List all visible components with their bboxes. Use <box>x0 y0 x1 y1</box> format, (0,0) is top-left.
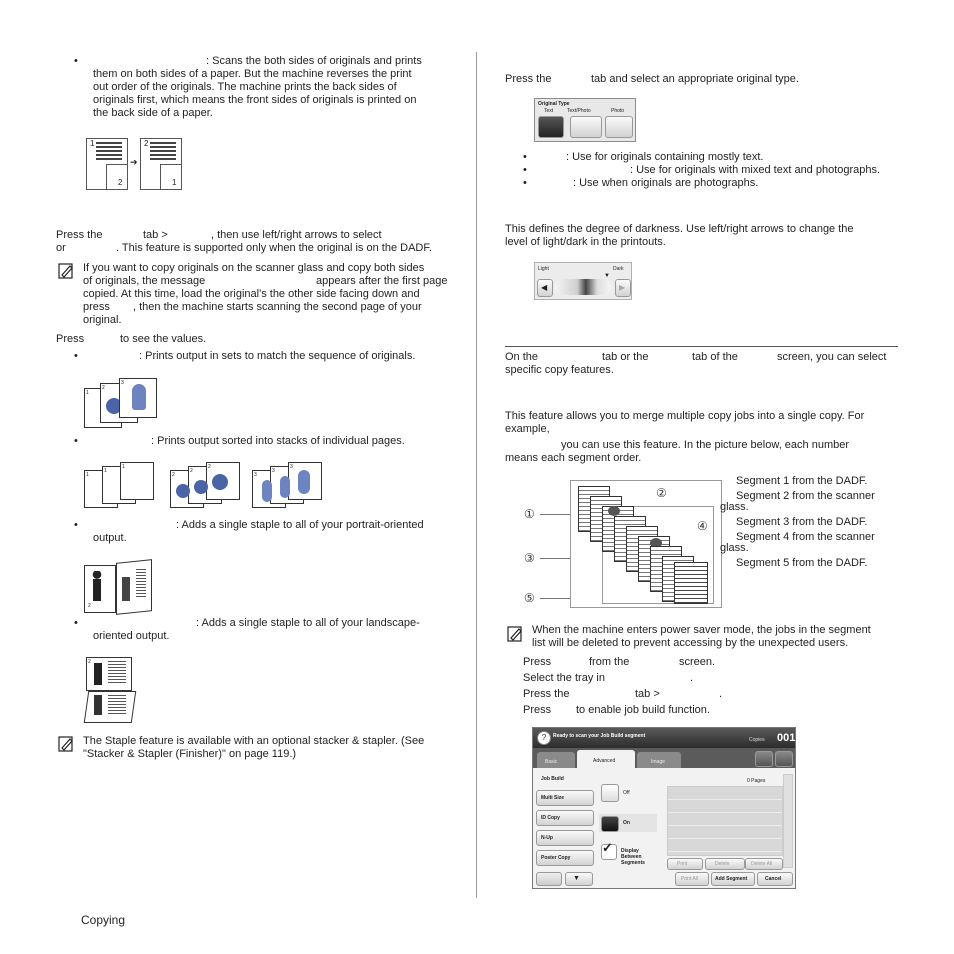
home-button[interactable] <box>775 751 793 767</box>
photo-type-button[interactable] <box>605 116 633 138</box>
note-icon <box>507 626 523 642</box>
text-lines-illustration <box>150 142 176 160</box>
page-number: 2 <box>172 472 175 478</box>
advanced-intro: tab of the <box>692 351 738 363</box>
segment-marker-3: ③ <box>524 551 535 565</box>
instruction-text: Press the <box>505 73 552 85</box>
darkness-panel <box>534 262 632 300</box>
footer-section-name: Copying <box>81 913 126 927</box>
page-number: 1 <box>86 390 89 396</box>
column-divider <box>476 52 477 898</box>
note-line: , then the machine starts scanning the second page of your <box>133 301 422 313</box>
bullet-marker: • <box>74 617 78 629</box>
segment-description: glass. <box>720 501 749 513</box>
cancel-label: Cancel <box>765 876 782 882</box>
text-type-button[interactable] <box>538 116 564 138</box>
darkness-description: level of light/dark in the printouts. <box>505 236 666 248</box>
collated-figure <box>84 378 156 428</box>
page-number: 1 <box>122 464 125 470</box>
text-lines-illustration <box>108 661 126 683</box>
text-photo-type-button[interactable] <box>570 116 602 138</box>
duplex-reverse-figure <box>84 136 184 190</box>
id-copy-label: ID Copy <box>541 815 560 821</box>
bullet-marker: • <box>523 151 527 163</box>
job-build-description: you can use this feature. In the picture below, each number <box>561 439 850 451</box>
bullet-marker: • <box>74 55 78 67</box>
carrot-illustration <box>262 480 272 502</box>
staple-landscape-description: oriented output. <box>93 630 170 642</box>
page-number: 1 <box>104 468 107 474</box>
page-number: 3 <box>121 380 124 386</box>
chevron-down-icon: ▼ <box>573 875 580 882</box>
job-build-description: example, <box>505 423 550 435</box>
instruction-text: , then use left/right arrows to select <box>211 229 382 241</box>
instruction-text: Press the <box>56 229 103 241</box>
list-scrollbar[interactable] <box>783 774 793 868</box>
text-lines-illustration <box>108 695 126 715</box>
apple-illustration <box>194 480 208 494</box>
option-label: Text/Photo <box>567 108 591 114</box>
tab-image-label: Image <box>651 759 665 765</box>
job-build-segment-figure <box>516 476 716 608</box>
step-text: screen. <box>679 656 716 668</box>
page-illustration <box>120 462 154 500</box>
segment-description: Segment 5 from the DADF. <box>736 557 868 569</box>
segment-marker-1: ① <box>524 507 535 521</box>
arrow-right-icon: ➔ <box>130 157 138 167</box>
note-line: The Staple feature is available with an optional stacker & stapler. (See <box>83 735 425 747</box>
segment-description: Segment 2 from the scanner <box>736 490 875 502</box>
advanced-intro: tab or the <box>602 351 649 363</box>
bullet-marker: • <box>523 164 527 176</box>
screen-header-text: Ready to scan your Job Build segment <box>553 733 646 739</box>
note-line: original. <box>83 314 122 326</box>
page-number: 2 <box>88 659 91 665</box>
carrot-illustration <box>280 476 290 498</box>
light-label: Light <box>538 266 549 272</box>
page-number: 2 <box>190 468 193 474</box>
uncollated-description: : Prints output sorted into stacks of individual pages. <box>151 435 405 447</box>
apple-illustration <box>608 506 620 516</box>
segment-description: Segment 1 from the DADF. <box>736 475 868 487</box>
note-icon <box>58 263 74 279</box>
note-line: list will be deleted to prevent accessing by the unexpected users. <box>532 637 849 649</box>
instruction-text: . This feature is supported only when the original is on the DADF. <box>116 242 432 254</box>
off-option-button[interactable] <box>601 784 619 802</box>
job-build-label: Job Build <box>541 776 564 782</box>
collated-description: : Prints output in sets to match the sequence of originals. <box>139 350 416 362</box>
type-photo-description: : Use when originals are photographs. <box>573 177 759 189</box>
person-body-illustration <box>94 695 102 715</box>
page-number: 2 <box>208 464 211 470</box>
uncollated-figure <box>84 462 324 508</box>
section-rule <box>505 346 898 347</box>
page-number: 2 <box>88 603 91 609</box>
duplex-description-line: : Scans the both sides of originals and prints <box>206 55 422 67</box>
person-body-illustration <box>122 577 130 601</box>
duplex-description-line: out order of the originals. The machine prints the back sides of <box>93 81 397 93</box>
page-number: 1 <box>90 139 95 148</box>
staple-portrait-figure <box>84 561 152 613</box>
page-number: 2 <box>102 385 105 391</box>
leader-line <box>540 514 570 515</box>
print-label: Print <box>677 861 688 867</box>
segment-marker-5: ⑤ <box>524 591 535 605</box>
advanced-intro: specific copy features. <box>505 364 614 376</box>
delete-all-label: Delete All <box>751 861 773 867</box>
apple-illustration <box>212 474 228 490</box>
print-all-label: Print All <box>681 876 698 882</box>
tab-basic-label: Basic <box>545 759 558 765</box>
note-line: If you want to copy originals on the scanner glass and copy both sides <box>83 262 425 274</box>
dark-label: Dark <box>613 266 624 272</box>
segment-description: glass. <box>720 542 749 554</box>
staple-landscape-figure <box>84 657 140 723</box>
darkness-indicator-icon: ▼ <box>604 273 610 279</box>
carrot-illustration <box>298 470 310 494</box>
on-option-button[interactable] <box>601 816 619 832</box>
left-arrow-icon: ◀ <box>541 283 548 292</box>
page-number: 1 <box>172 178 177 187</box>
apple-illustration <box>176 484 190 498</box>
bullet-marker: • <box>74 435 78 447</box>
staple-portrait-description: : Adds a single staple to all of your portrait-oriented <box>176 519 424 531</box>
page-number: 2 <box>118 178 123 187</box>
tab-advanced-label: Advanced <box>593 758 616 764</box>
right-arrow-icon: ▶ <box>619 283 626 292</box>
bullet-marker: • <box>74 519 78 531</box>
note-line: "Stacker & Stapler (Finisher)" on page 119.) <box>83 748 297 760</box>
copies-label: Copies <box>749 737 765 743</box>
text-lines-illustration <box>96 142 122 160</box>
step-text: Press <box>523 656 552 668</box>
segment-description: Segment 4 from the scanner <box>736 531 875 543</box>
page-number: 3 <box>290 464 293 470</box>
type-text-photo-description: : Use for originals with mixed text and photographs. <box>630 164 881 176</box>
segment-list[interactable] <box>667 786 783 856</box>
page-fold-illustration <box>160 164 181 189</box>
staple-portrait-description: output. <box>93 532 127 544</box>
step-text: tab > <box>635 688 660 700</box>
job-build-description: This feature allows you to merge multiple copy jobs into a single copy. For <box>505 410 865 422</box>
segment-description: Segment 3 from the DADF. <box>736 516 868 528</box>
duplex-description-line: the back side of a paper. <box>93 107 213 119</box>
page-number: 3 <box>272 468 275 474</box>
n-up-label: N-Up <box>541 835 553 841</box>
checkmark-icon: ✓ <box>602 840 613 855</box>
option-label: Text <box>544 108 554 114</box>
add-segment-label: Add Segment <box>715 876 748 882</box>
segment-marker-2: ② <box>656 486 667 500</box>
step-text: Press <box>523 704 552 716</box>
step-text: Press the <box>523 688 570 700</box>
stacked-page-illustration <box>674 562 708 604</box>
note-line: copied. At this time, load the original's the other side facing down and <box>83 288 420 300</box>
segment-marker-4: ④ <box>697 519 708 533</box>
person-body-illustration <box>93 579 101 601</box>
carrot-illustration <box>132 384 146 410</box>
duplex-description-line: them on both sides of a paper. But the machine reverses the print <box>93 68 412 80</box>
note-icon <box>58 736 74 752</box>
on-option-label: On <box>623 820 630 826</box>
help-icon[interactable]: ? <box>537 731 551 745</box>
bullet-marker: • <box>523 177 527 189</box>
duplex-description-line: originals first, which means the front sides of originals is printed on <box>93 94 417 106</box>
page-number: 2 <box>144 139 149 148</box>
instruction-text: Press <box>56 333 85 345</box>
instruction-text: or <box>56 242 66 254</box>
step-text: to enable job build function. <box>576 704 710 716</box>
advanced-intro: screen, you can select <box>777 351 887 363</box>
header-action-button[interactable] <box>755 751 773 767</box>
instruction-text: tab > <box>143 229 168 241</box>
option-label: Photo <box>611 108 625 114</box>
job-build-description: means each segment order. <box>505 452 642 464</box>
job-build-screen <box>532 727 796 889</box>
person-body-illustration <box>94 663 102 685</box>
staple-landscape-description: : Adds a single staple to all of your landscape- <box>196 617 420 629</box>
instruction-text: tab and select an appropriate original type. <box>591 73 799 85</box>
multi-size-label: Multi Size <box>541 795 565 801</box>
page-number: 1 <box>86 472 89 478</box>
off-option-label: Off <box>623 790 630 796</box>
instruction-text: to see the values. <box>120 333 207 345</box>
pages-count: 0 Pages <box>747 778 766 784</box>
type-text-description: : Use for originals containing mostly text. <box>566 151 764 163</box>
copies-value: 001 <box>777 732 796 744</box>
original-type-panel <box>534 98 636 142</box>
note-line: When the machine enters power saver mode, the jobs in the segment <box>532 624 871 636</box>
delete-label: Delete <box>715 861 730 867</box>
step-text: Select the tray in <box>523 672 605 684</box>
panel-title: Original Type <box>538 101 570 107</box>
step-text: . <box>690 672 694 684</box>
text-lines-illustration <box>136 569 146 599</box>
scroll-up-button[interactable] <box>536 872 562 886</box>
advanced-intro: On the <box>505 351 539 363</box>
page-number: 3 <box>254 472 257 478</box>
display-between-segments-label: Display Between Segments <box>621 848 645 866</box>
poster-copy-label: Poster Copy <box>541 855 571 861</box>
page-fold-illustration <box>106 164 127 189</box>
step-text: from the <box>589 656 630 668</box>
note-line: appears after the first page <box>316 275 448 287</box>
darkness-description: This defines the degree of darkness. Use left/right arrows to change the <box>505 223 854 235</box>
note-line: press <box>83 301 110 313</box>
step-text: . <box>719 688 723 700</box>
note-line: of originals, the message <box>83 275 206 287</box>
bullet-marker: • <box>74 350 78 362</box>
darkness-level-bar[interactable] <box>555 279 611 295</box>
